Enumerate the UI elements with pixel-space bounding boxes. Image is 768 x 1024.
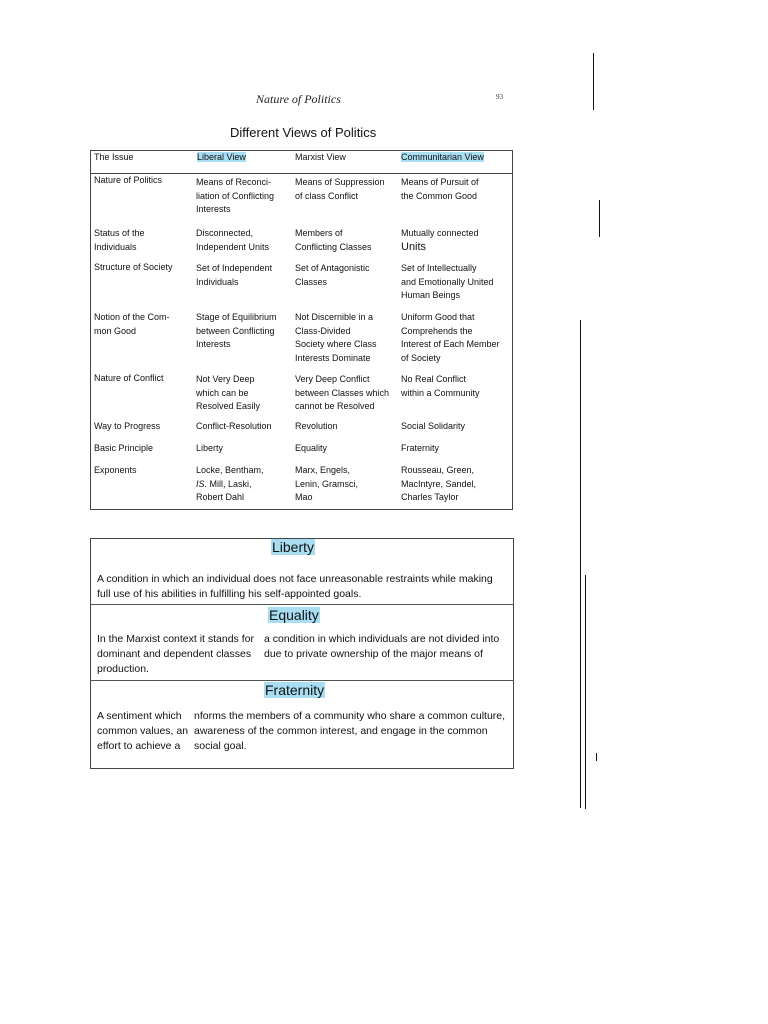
header-liberal: Liberal View — [197, 152, 246, 162]
table-cell: Exponents — [94, 465, 137, 475]
header-marxist: Marxist View — [295, 152, 346, 162]
table-cell: Set of Independent Individuals — [196, 263, 273, 287]
table-cell: Disconnected, Independent Units — [196, 228, 270, 252]
fraternity-definition-right: nforms the members of a community who share a common culture, awareness of the common interest, and engage in the common social goal. — [194, 710, 506, 752]
table-cell: No Real Conflict within a Community — [401, 374, 480, 398]
table-cell: Basic Principle — [94, 443, 154, 453]
header-communitarian: Communitarian View — [401, 152, 484, 162]
table-cell: Liberty — [196, 443, 224, 453]
definitions-divider — [90, 604, 514, 605]
scan-line — [599, 200, 600, 237]
table-cell: Uniform Good that Comprehends the Interest of Each Member of Society — [401, 312, 500, 363]
table-cell: Locke, Bentham, IS. Mill, Laski, Robert Dahl — [196, 465, 264, 502]
equality-definition-right: a condition in which individuals are not divided into due to private ownership of the major means of — [264, 633, 500, 660]
scan-line — [585, 575, 586, 809]
table-cell: Revolution — [295, 421, 338, 431]
scan-line — [580, 320, 581, 808]
table-cell: Structure of Society — [94, 262, 173, 272]
header-issue: The Issue — [94, 152, 134, 162]
table-cell: Nature of Conflict — [94, 373, 164, 383]
table-cell: Not Discernible in a Class-Divided Society where Class Interests Dominate — [295, 312, 377, 363]
table-cell: Set of Antagonistic Classes — [295, 263, 370, 287]
running-title: Nature of Politics — [256, 92, 341, 106]
table-cell: Means of Reconci- liation of Conflicting Interests — [196, 177, 275, 214]
fraternity-title: Fraternity — [265, 682, 325, 698]
table-cell: Set of Intellectually and Emotionally United Human Beings — [401, 263, 494, 300]
page-number: 93 — [496, 93, 503, 101]
table-cell: Social Solidarity — [401, 421, 466, 431]
table-cell: Means of Suppression of class Conflict — [295, 177, 385, 201]
table-cell: Not Very Deep which can be Resolved Easily — [196, 374, 261, 411]
scan-line — [593, 53, 594, 110]
table-cell: Conflict-Resolution — [196, 421, 272, 431]
table-title: Different Views of Politics — [230, 125, 377, 140]
liberty-title: Liberty — [272, 539, 315, 555]
table-cell: Mutually connected Units — [401, 228, 479, 253]
table-cell: Notion of the Com- mon Good — [94, 312, 170, 336]
table-cell: Status of the Individuals — [94, 228, 145, 252]
definitions-divider — [90, 680, 514, 681]
table-cell: Means of Pursuit of the Common Good — [401, 177, 479, 201]
table-cell: Stage of Equilibrium between Conflicting Interests — [196, 312, 277, 349]
table-cell: Nature of Politics — [94, 175, 163, 185]
fraternity-definition-left: A sentiment which common values, an effort to achieve a — [97, 710, 189, 752]
table-cell: Very Deep Conflict between Classes which cannot be Resolved — [295, 374, 390, 411]
table-cell: Members of Conflicting Classes — [295, 228, 372, 252]
scan-line — [596, 753, 597, 761]
equality-definition-left: In the Marxist context it stands for dominant and dependent classes production. — [97, 633, 254, 675]
equality-title: Equality — [269, 607, 319, 623]
table-cell: Marx, Engels, Lenin, Gramsci, Mao — [295, 465, 359, 502]
liberty-definition: A condition in which an individual does not face unreasonable restraints while making full use of his abilities in fulfilling his self-appointed goals. — [97, 573, 493, 600]
table-cell: Equality — [295, 443, 328, 453]
table-cell: Rousseau, Green, MacIntyre, Sandel, Charles Taylor — [401, 465, 477, 502]
table-cell: Fraternity — [401, 443, 440, 453]
table-cell: Way to Progress — [94, 421, 161, 431]
